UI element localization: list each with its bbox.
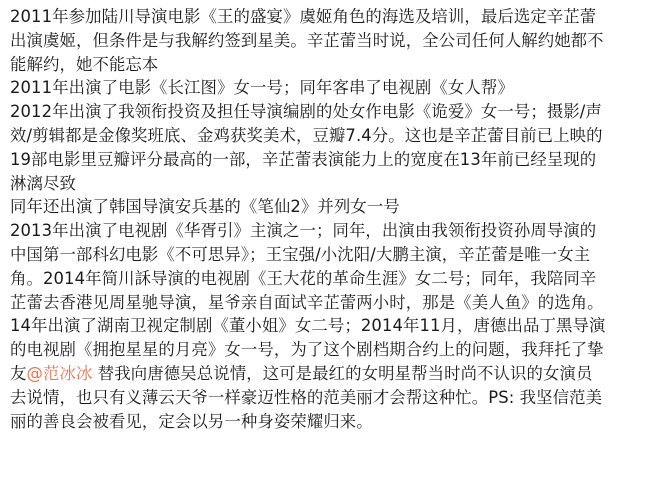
post-text-line: 效/剪辑都是金像奖班底、金鸡获奖美术，豆瓣7.4分。这也是辛芷蕾目前已上映的 xyxy=(10,125,603,145)
post-text-line: 能解约，她不能忘本 xyxy=(10,54,159,74)
post-text-line: 19部电影里豆瓣评分最高的一部，辛芷蕾表演能力上的宽度在13年前已经呈现的 xyxy=(10,149,597,169)
post-text-line: 去说情，也只有义薄云天爷一样豪迈性格的范美丽才会帮这种忙。PS: 我坚信范美 xyxy=(10,387,603,407)
user-mention-link[interactable]: @范冰冰 xyxy=(26,363,93,383)
post-text-line: 2013年出演了电视剧《华胥引》主演之一；同年，出演由我领衔投资孙周导演的 xyxy=(10,221,597,241)
post-text-line: 角。2014年简川訸导演的电视剧《王大花的革命生涯》女二号；同年，我陪同辛 xyxy=(10,268,597,288)
post-text-line: 14年出演了湖南卫视定制剧《董小姐》女二号；2014年11月，唐德出品丁黑导演 xyxy=(10,316,606,336)
post-text-line: 芷蕾去香港见周星驰导演，星爷亲自面试辛芷蕾两小时，那是《美人鱼》的选角。 xyxy=(10,292,604,312)
post-text-segment: 友 xyxy=(10,363,27,383)
post-text-line: 中国第一部科幻电影《不可思异》；王宝强/小沈阳/大鹏主演，辛芷蕾是唯一女主 xyxy=(10,244,591,264)
post-text-line: 丽的善良会被看见，定会以另一种身姿荣耀归来。 xyxy=(10,411,373,431)
post-text-line: 2011年参加陆川导演电影《王的盛宴》虞姬角色的海选及培训，最后选定辛芷蕾 xyxy=(10,7,597,26)
post-text-line: 2012年出演了我领衔投资及担任导演编剧的处女作电影《诡爱》女一号；摄影/声 xyxy=(10,102,602,122)
post-text-line: 出演虞姬，但条件是与我解约签到星美。辛芷蕾当时说，全公司任何人解约她都不 xyxy=(10,30,604,50)
post-text-line-with-mention xyxy=(10,362,650,386)
post-text-line: 同年还出演了韩国导演安兵基的《笔仙2》并列女一号 xyxy=(10,197,400,217)
post-text-segment: 替我向唐德吴总说情，这可是最红的女明星帮当时尚不认识的女演员 xyxy=(92,363,593,383)
post-text-line: 2011年出演了电影《长江图》女一号；同年客串了电视剧《女人帮》 xyxy=(10,78,514,98)
post-text-line: 淋漓尽致 xyxy=(10,173,76,193)
post-text-line: 的电视剧《拥抱星星的月亮》女一号，为了这个剧档期合约上的问题，我拜托了挚 xyxy=(10,340,604,360)
